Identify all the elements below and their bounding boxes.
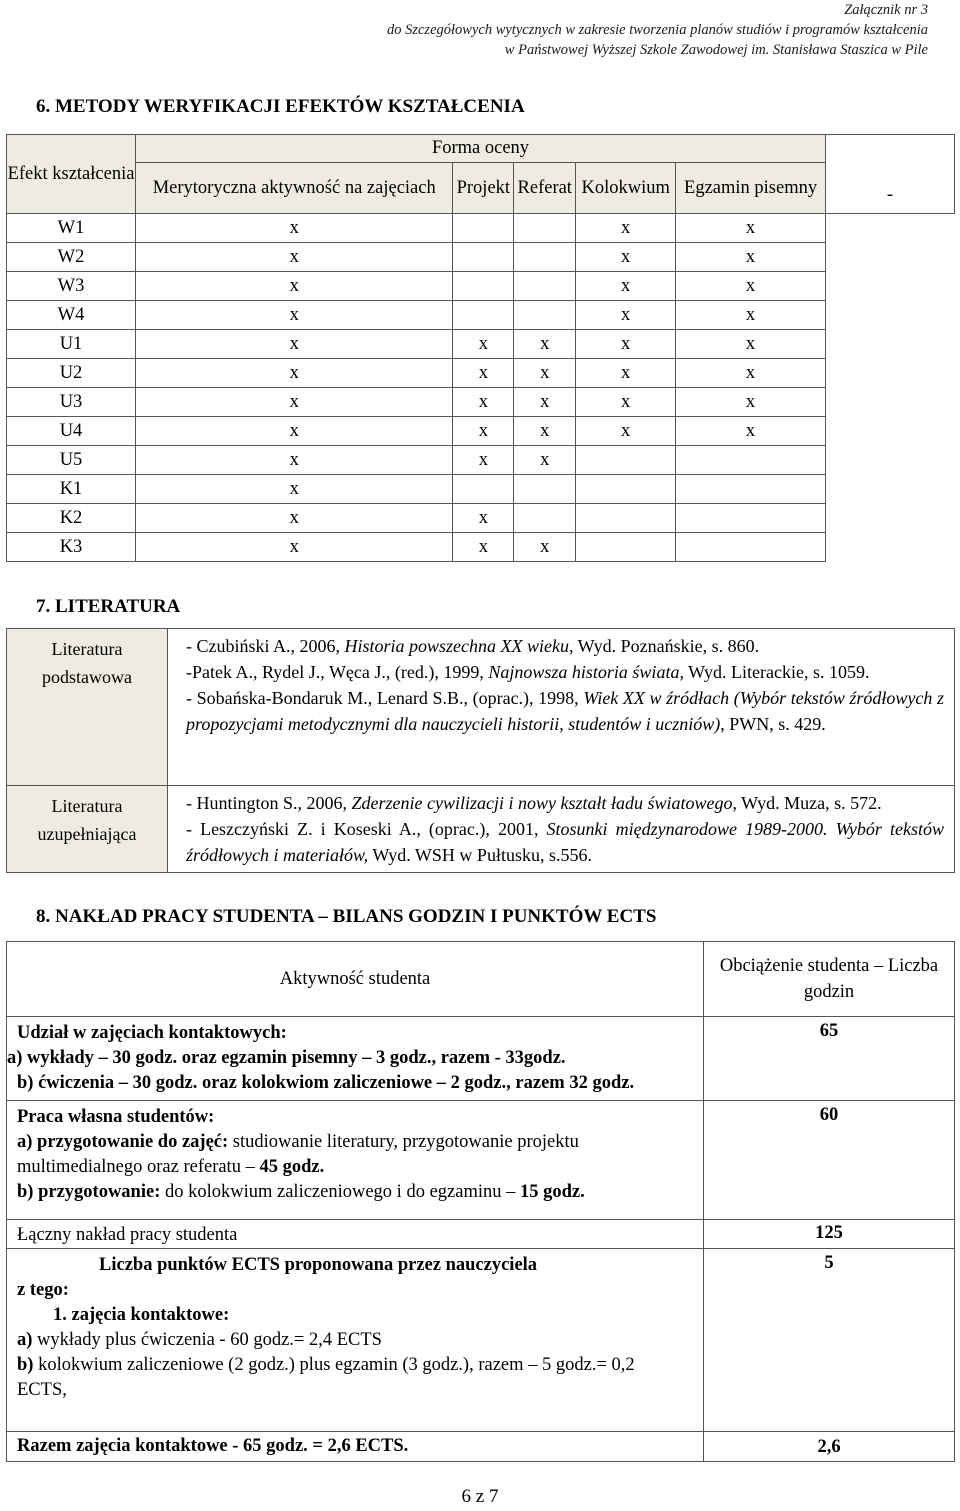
table-row <box>7 533 955 562</box>
assessment-mark <box>453 301 514 330</box>
assessment-mark: x <box>514 446 576 475</box>
effect-code: K3 <box>7 533 136 562</box>
assessment-mark: x <box>453 533 514 562</box>
effect-code: W2 <box>7 243 136 272</box>
effect-code: W4 <box>7 301 136 330</box>
ects-test-exam <box>17 1353 657 1403</box>
assessment-mark: x <box>676 359 826 388</box>
ects-proposal-value: 5 <box>704 1249 955 1432</box>
literature-entry-post: , Wyd. Poznańskie, s. 860. <box>569 636 760 656</box>
assessment-mark: x <box>576 243 676 272</box>
assessment-column-4: Egzamin pisemny <box>676 163 826 214</box>
assessment-mark: x <box>453 330 514 359</box>
assessment-mark: x <box>453 359 514 388</box>
workload-table <box>6 941 955 1462</box>
literature-entry-it: Stosunki międzynarodowe 1989-2000. Wybór tekstów źródłowych i materiałów, <box>186 819 944 865</box>
own-work-preparation-text: studiowanie literatury, przygotowanie projektu multimedialnego oraz referatu – <box>17 1132 579 1177</box>
literature-entry-pre: - Sobańska-Bondaruk M., Lenard S.B., (oprac.), 1998, <box>186 688 584 708</box>
assessment-mark: x <box>136 388 453 417</box>
own-work-preparation-label: a) przygotowanie do zajęć: <box>17 1132 229 1152</box>
total-workload-value: 125 <box>704 1220 955 1249</box>
ects-item-b-label: b) <box>17 1355 34 1375</box>
assessment-mark: x <box>136 272 453 301</box>
assessment-mark: x <box>514 330 576 359</box>
effect-code: U3 <box>7 388 136 417</box>
literature-entry <box>186 659 944 685</box>
assessment-form-header: Forma oceny <box>136 135 826 163</box>
assessment-mark <box>514 243 576 272</box>
table-row <box>7 359 955 388</box>
effect-code: W3 <box>7 272 136 301</box>
effect-code: U5 <box>7 446 136 475</box>
effect-code: W1 <box>7 214 136 243</box>
assessment-mark: x <box>676 417 826 446</box>
assessment-mark: x <box>453 446 514 475</box>
effect-column-header: Efekt kształcenia <box>7 135 136 214</box>
effect-code: K1 <box>7 475 136 504</box>
assessment-mark: x <box>453 417 514 446</box>
literature-entry-post: , PWN, s. 429. <box>720 714 826 734</box>
literature-entry <box>186 816 944 868</box>
contact-summary-label: Razem zajęcia kontaktowe - 65 godz. = 2,6 ECTS. <box>7 1432 704 1462</box>
of-which-label: z tego: <box>17 1280 69 1300</box>
table-row <box>7 446 955 475</box>
assessment-mark: x <box>676 330 826 359</box>
table-row <box>7 475 955 504</box>
assessment-mark: x <box>576 359 676 388</box>
own-work-title: Praca własna studentów: <box>17 1107 215 1127</box>
ects-item-a-label: a) <box>17 1330 33 1350</box>
assessment-mark <box>676 504 826 533</box>
assessment-mark: x <box>576 301 676 330</box>
assessment-mark: x <box>576 214 676 243</box>
assessment-column-0: Merytoryczna aktywność na zajęciach <box>136 163 453 214</box>
contact-classes-item: 1. zajęcia kontaktowe: <box>53 1305 230 1325</box>
assessment-mark: x <box>514 388 576 417</box>
assessment-mark <box>514 504 576 533</box>
assessment-mark: x <box>136 301 453 330</box>
table-row <box>7 272 955 301</box>
assessment-mark <box>514 301 576 330</box>
assessment-mark: x <box>576 272 676 301</box>
assessment-mark: x <box>676 214 826 243</box>
literature-entry-post: Wyd. Literackie, s. 1059. <box>683 662 870 682</box>
section-7-title: 7. LITERATURA <box>36 596 181 617</box>
contact-hours-cell <box>7 1017 704 1101</box>
page-number: 6 z 7 <box>461 1486 499 1507</box>
literature-entry-it: Najnowsza historia świata, <box>488 662 684 682</box>
literature-entry-pre: - Leszczyński Z. i Koseski A., (oprac.), 2001, <box>186 819 547 839</box>
assessment-mark: x <box>453 388 514 417</box>
assessment-mark: x <box>514 359 576 388</box>
assessment-mark <box>453 272 514 301</box>
assessment-column-1: Projekt <box>453 163 514 214</box>
assessment-mark: x <box>136 330 453 359</box>
table-row <box>7 504 955 533</box>
literature-entry-it: Zderzenie cywilizacji i nowy kształt ładu światowego <box>351 793 733 813</box>
assessment-mark: x <box>136 475 453 504</box>
table-row <box>7 301 955 330</box>
assessment-mark <box>453 243 514 272</box>
section-6-title: 6. METODY WERYFIKACJI EFEKTÓW KSZTAŁCENIA <box>36 96 525 117</box>
assessment-mark <box>576 504 676 533</box>
own-work-cell <box>7 1101 704 1220</box>
own-work-preparation-hours: 45 godz. <box>259 1157 325 1177</box>
assessment-mark <box>676 475 826 504</box>
assessment-mark <box>453 475 514 504</box>
contact-hours-lectures: a) wykłady – 30 godz. oraz egzamin pisemny – 3 godz., razem - 33godz. <box>7 1048 566 1068</box>
header-reference: do Szczegółowych wytycznych w zakresie tworzenia planów studiów i programów kształcenia <box>386 22 928 38</box>
contact-hours-title: Udział w zajęciach kontaktowych: <box>17 1023 287 1043</box>
ects-item-a-text: wykłady plus ćwiczenia - 60 godz.= 2,4 ECTS <box>32 1330 382 1350</box>
assessment-mark <box>676 533 826 562</box>
assessment-mark <box>453 214 514 243</box>
basic-literature-label: Literatura podstawowa <box>7 629 168 786</box>
extra-column: - <box>826 135 955 214</box>
assessment-mark: x <box>676 301 826 330</box>
assessment-mark: x <box>136 359 453 388</box>
assessment-mark: x <box>136 243 453 272</box>
assessment-mark: x <box>136 446 453 475</box>
assessment-mark <box>576 533 676 562</box>
assessment-mark: x <box>676 243 826 272</box>
basic-literature-list <box>168 629 955 786</box>
assessment-mark: x <box>136 417 453 446</box>
effect-code: K2 <box>7 504 136 533</box>
ects-breakdown-cell <box>7 1249 704 1432</box>
own-work-preparation <box>17 1130 697 1180</box>
assessment-columns-row <box>7 163 955 214</box>
assessment-column-3: Kolokwium <box>576 163 676 214</box>
assessment-mark <box>576 446 676 475</box>
total-workload-label: Łączny nakład pracy studenta <box>7 1220 704 1249</box>
effect-code: U1 <box>7 330 136 359</box>
verification-table <box>6 134 955 562</box>
literature-table <box>6 628 955 873</box>
assessment-mark <box>576 475 676 504</box>
assessment-mark: x <box>136 504 453 533</box>
table-row <box>7 243 955 272</box>
assessment-mark: x <box>576 330 676 359</box>
literature-entry-pre: - Czubiński A., 2006, <box>186 636 345 656</box>
literature-entry <box>186 790 944 816</box>
own-work-exam-prep-label: b) przygotowanie: <box>17 1182 161 1202</box>
ects-item-b-text: kolokwium zaliczeniowe (2 godz.) plus egzamin (3 godz.), razem – 5 godz.= 0,2 ECTS, <box>17 1355 635 1400</box>
own-work-exam-prep-hours: 15 godz. <box>520 1182 585 1202</box>
header-institution: w Państwowej Wyższej Szkole Zawodowej im. Stanisława Staszica w Pile <box>504 42 928 58</box>
table-row <box>7 330 955 359</box>
assessment-mark: x <box>136 214 453 243</box>
literature-entry-post: Wyd. WSH w Pułtusku, s.556. <box>368 845 592 865</box>
table-row <box>7 417 955 446</box>
literature-entry-pre: -Patek A., Rydel J., Węca J., (red.), 1999, <box>186 662 489 682</box>
supplementary-literature-label: Literatura uzupełniająca <box>7 786 168 873</box>
own-work-value: 60 <box>704 1101 955 1220</box>
effect-code: U4 <box>7 417 136 446</box>
table-row <box>7 214 955 243</box>
section-8-title: 8. NAKŁAD PRACY STUDENTA – BILANS GODZIN I PUNKTÓW ECTS <box>36 906 657 927</box>
own-work-exam-prep-text: do kolokwium zaliczeniowego i do egzaminu – <box>160 1182 520 1202</box>
literature-entry-pre: - Huntington S., 2006, <box>186 793 352 813</box>
assessment-mark: x <box>576 388 676 417</box>
assessment-mark: x <box>676 388 826 417</box>
header-annex: Załącznik nr 3 <box>844 2 928 18</box>
assessment-mark <box>676 446 826 475</box>
load-column-header: Obciążenie studenta – Liczba godzin <box>704 942 955 1017</box>
ects-lectures-exercises <box>17 1328 697 1353</box>
assessment-mark: x <box>514 533 576 562</box>
assessment-mark <box>514 475 576 504</box>
assessment-mark: x <box>576 417 676 446</box>
ects-proposal-label: Liczba punktów ECTS proponowana przez nauczyciela <box>99 1255 538 1275</box>
assessment-mark: x <box>676 272 826 301</box>
page-header <box>387 0 928 60</box>
effect-code: U2 <box>7 359 136 388</box>
literature-entry <box>186 685 944 737</box>
contact-hours-value: 65 <box>704 1017 955 1101</box>
assessment-mark <box>514 214 576 243</box>
own-work-exam-prep <box>17 1180 697 1205</box>
literature-entry-post: , Wyd. Muza, s. 572. <box>732 793 882 813</box>
table-row <box>7 388 955 417</box>
contact-summary-value: 2,6 <box>704 1432 955 1462</box>
supplementary-literature-list <box>168 786 955 873</box>
contact-hours-exercises: b) ćwiczenia – 30 godz. oraz kolokwiom zaliczeniowe – 2 godz., razem 32 godz. <box>17 1073 635 1093</box>
assessment-mark: x <box>136 533 453 562</box>
assessment-mark <box>514 272 576 301</box>
assessment-column-2: Referat <box>514 163 576 214</box>
literature-entry-it: Historia powszechna XX wieku <box>344 636 569 656</box>
activity-column-header: Aktywność studenta <box>7 942 704 1017</box>
literature-entry-it: Wiek XX w źródłach (Wybór tekstów źródłowych z propozycjami metodycznymi dla nauczycieli historii, studentów i uczniów) <box>186 688 944 734</box>
assessment-mark: x <box>514 417 576 446</box>
assessment-mark: x <box>453 504 514 533</box>
literature-entry <box>186 633 944 659</box>
spacer <box>17 1403 697 1431</box>
